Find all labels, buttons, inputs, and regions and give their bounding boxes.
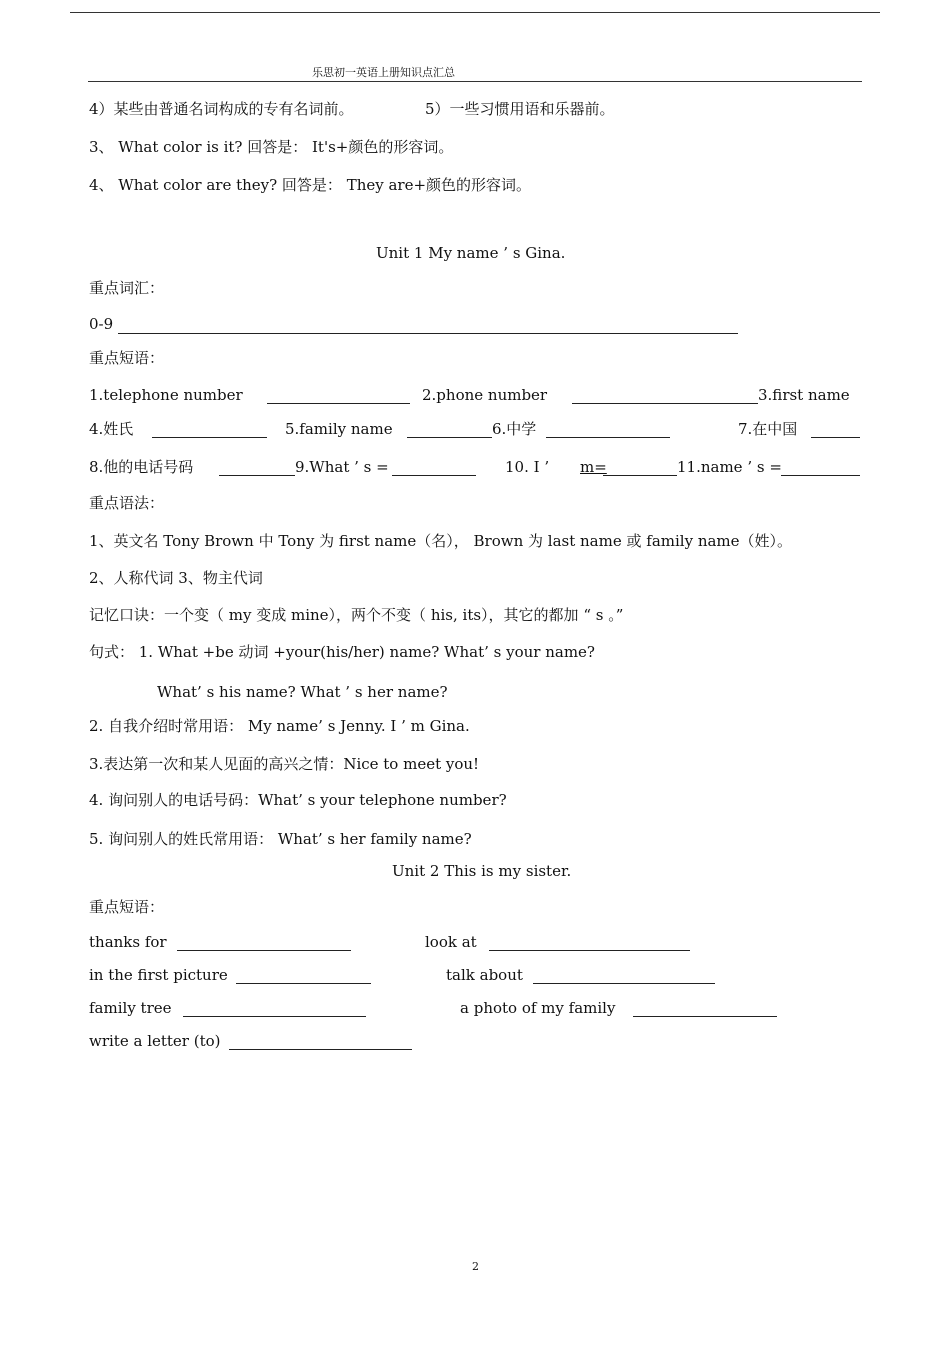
phrase-4: 4.姓氏: [89, 420, 134, 438]
grammar-line-2: 2、人称代词 3、物主代词: [89, 569, 263, 587]
phrase-8: 8.他的电话号码: [89, 458, 194, 476]
phrase-2-blank[interactable]: [572, 403, 758, 404]
unit2-phrase-photo: a photo of my family: [460, 999, 616, 1017]
grammar-line-7: 3.表达第一次和某人见面的高兴之情：Nice to meet you!: [89, 755, 480, 773]
phrase-4-blank[interactable]: [152, 437, 267, 438]
unit2-phrase-thanks-for: thanks for: [89, 933, 167, 951]
grammar-line-1: 1、英文名 Tony Brown 中 Tony 为 first name（名）， Brown 为 last name 或 family name（姓）。: [89, 532, 793, 550]
unit2-photo-blank[interactable]: [633, 1016, 777, 1017]
phrase-6-blank[interactable]: [546, 437, 670, 438]
phrase-10-blank[interactable]: [603, 475, 677, 476]
page-header: 乐思初一英语上册知识点汇总: [312, 66, 455, 79]
intro-line-5: 5）一些习惯用语和乐器前。: [425, 100, 615, 118]
phrase-10-m: m=: [580, 458, 607, 476]
phrase-8-blank[interactable]: [219, 475, 295, 476]
phrase-11: 11.name ’ s =: [677, 458, 782, 476]
unit1-vocab-heading: 重点词汇：: [89, 279, 165, 297]
unit1-phrase-heading: 重点短语：: [89, 349, 165, 367]
vocab-0-9-blank[interactable]: [118, 333, 738, 334]
page-number: 2: [472, 1260, 479, 1273]
unit2-talk-about-blank[interactable]: [533, 983, 715, 984]
phrase-3: 3.first name: [758, 386, 850, 404]
grammar-line-8: 4. 询问别人的电话号码：What’ s your telephone number?: [89, 791, 507, 809]
unit2-title: Unit 2 This is my sister.: [392, 862, 572, 880]
phrase-7: 7.在中国: [738, 420, 798, 438]
grammar-line-4: 句式： 1. What +be 动词 +your(his/her) name? What’ s your name?: [89, 643, 595, 661]
phrase-1: 1.telephone number: [89, 386, 243, 404]
phrase-5-blank[interactable]: [407, 437, 492, 438]
phrase-2: 2.phone number: [422, 386, 548, 404]
page-top-rule: [70, 12, 880, 13]
vocab-0-9-label: 0-9: [89, 315, 114, 333]
phrase-7-blank[interactable]: [811, 437, 860, 438]
unit2-family-tree-blank[interactable]: [183, 1016, 366, 1017]
unit2-phrase-first-picture: in the first picture: [89, 966, 228, 984]
unit1-grammar-heading: 重点语法：: [89, 494, 165, 512]
phrase-11-blank[interactable]: [781, 475, 860, 476]
unit2-phrase-heading: 重点短语：: [89, 898, 165, 916]
grammar-line-5: What’ s his name? What ’ s her name?: [157, 683, 448, 701]
phrase-10: 10. I ’: [505, 458, 550, 476]
phrase-5: 5.family name: [285, 420, 393, 438]
phrase-6: 6.中学: [492, 420, 537, 438]
unit2-phrase-look-at: look at: [425, 933, 477, 951]
unit1-title: Unit 1 My name ’ s Gina.: [376, 244, 566, 262]
unit2-look-at-blank[interactable]: [489, 950, 690, 951]
unit2-phrase-write-letter: write a letter (to): [89, 1032, 221, 1050]
unit2-phrase-family-tree: family tree: [89, 999, 172, 1017]
header-rule: [88, 81, 862, 82]
phrase-9-blank[interactable]: [392, 475, 476, 476]
intro-line-color-they: 4、 What color are they? 回答是： They are+颜色的形容词。: [89, 176, 532, 194]
grammar-line-6: 2. 自我介绍时常用语： My name’ s Jenny. I ’ m Gina.: [89, 717, 470, 735]
phrase-9: 9.What ’ s =: [295, 458, 389, 476]
unit2-phrase-talk-about: talk about: [446, 966, 523, 984]
intro-line-color-it: 3、 What color is it? 回答是： It's+颜色的形容词。: [89, 138, 454, 156]
phrase-1-blank[interactable]: [267, 403, 410, 404]
intro-line-4: 4）某些由普通名词构成的专有名词前。: [89, 100, 354, 118]
grammar-line-3: 记忆口诀：一个变（ my 变成 mine），两个不变（ his, its），其它的都加 “ s 。”: [89, 606, 624, 624]
unit2-write-letter-blank[interactable]: [229, 1049, 412, 1050]
grammar-line-9: 5. 询问别人的姓氏常用语： What’ s her family name?: [89, 830, 472, 848]
unit2-first-picture-blank[interactable]: [236, 983, 371, 984]
unit2-thanks-for-blank[interactable]: [177, 950, 351, 951]
